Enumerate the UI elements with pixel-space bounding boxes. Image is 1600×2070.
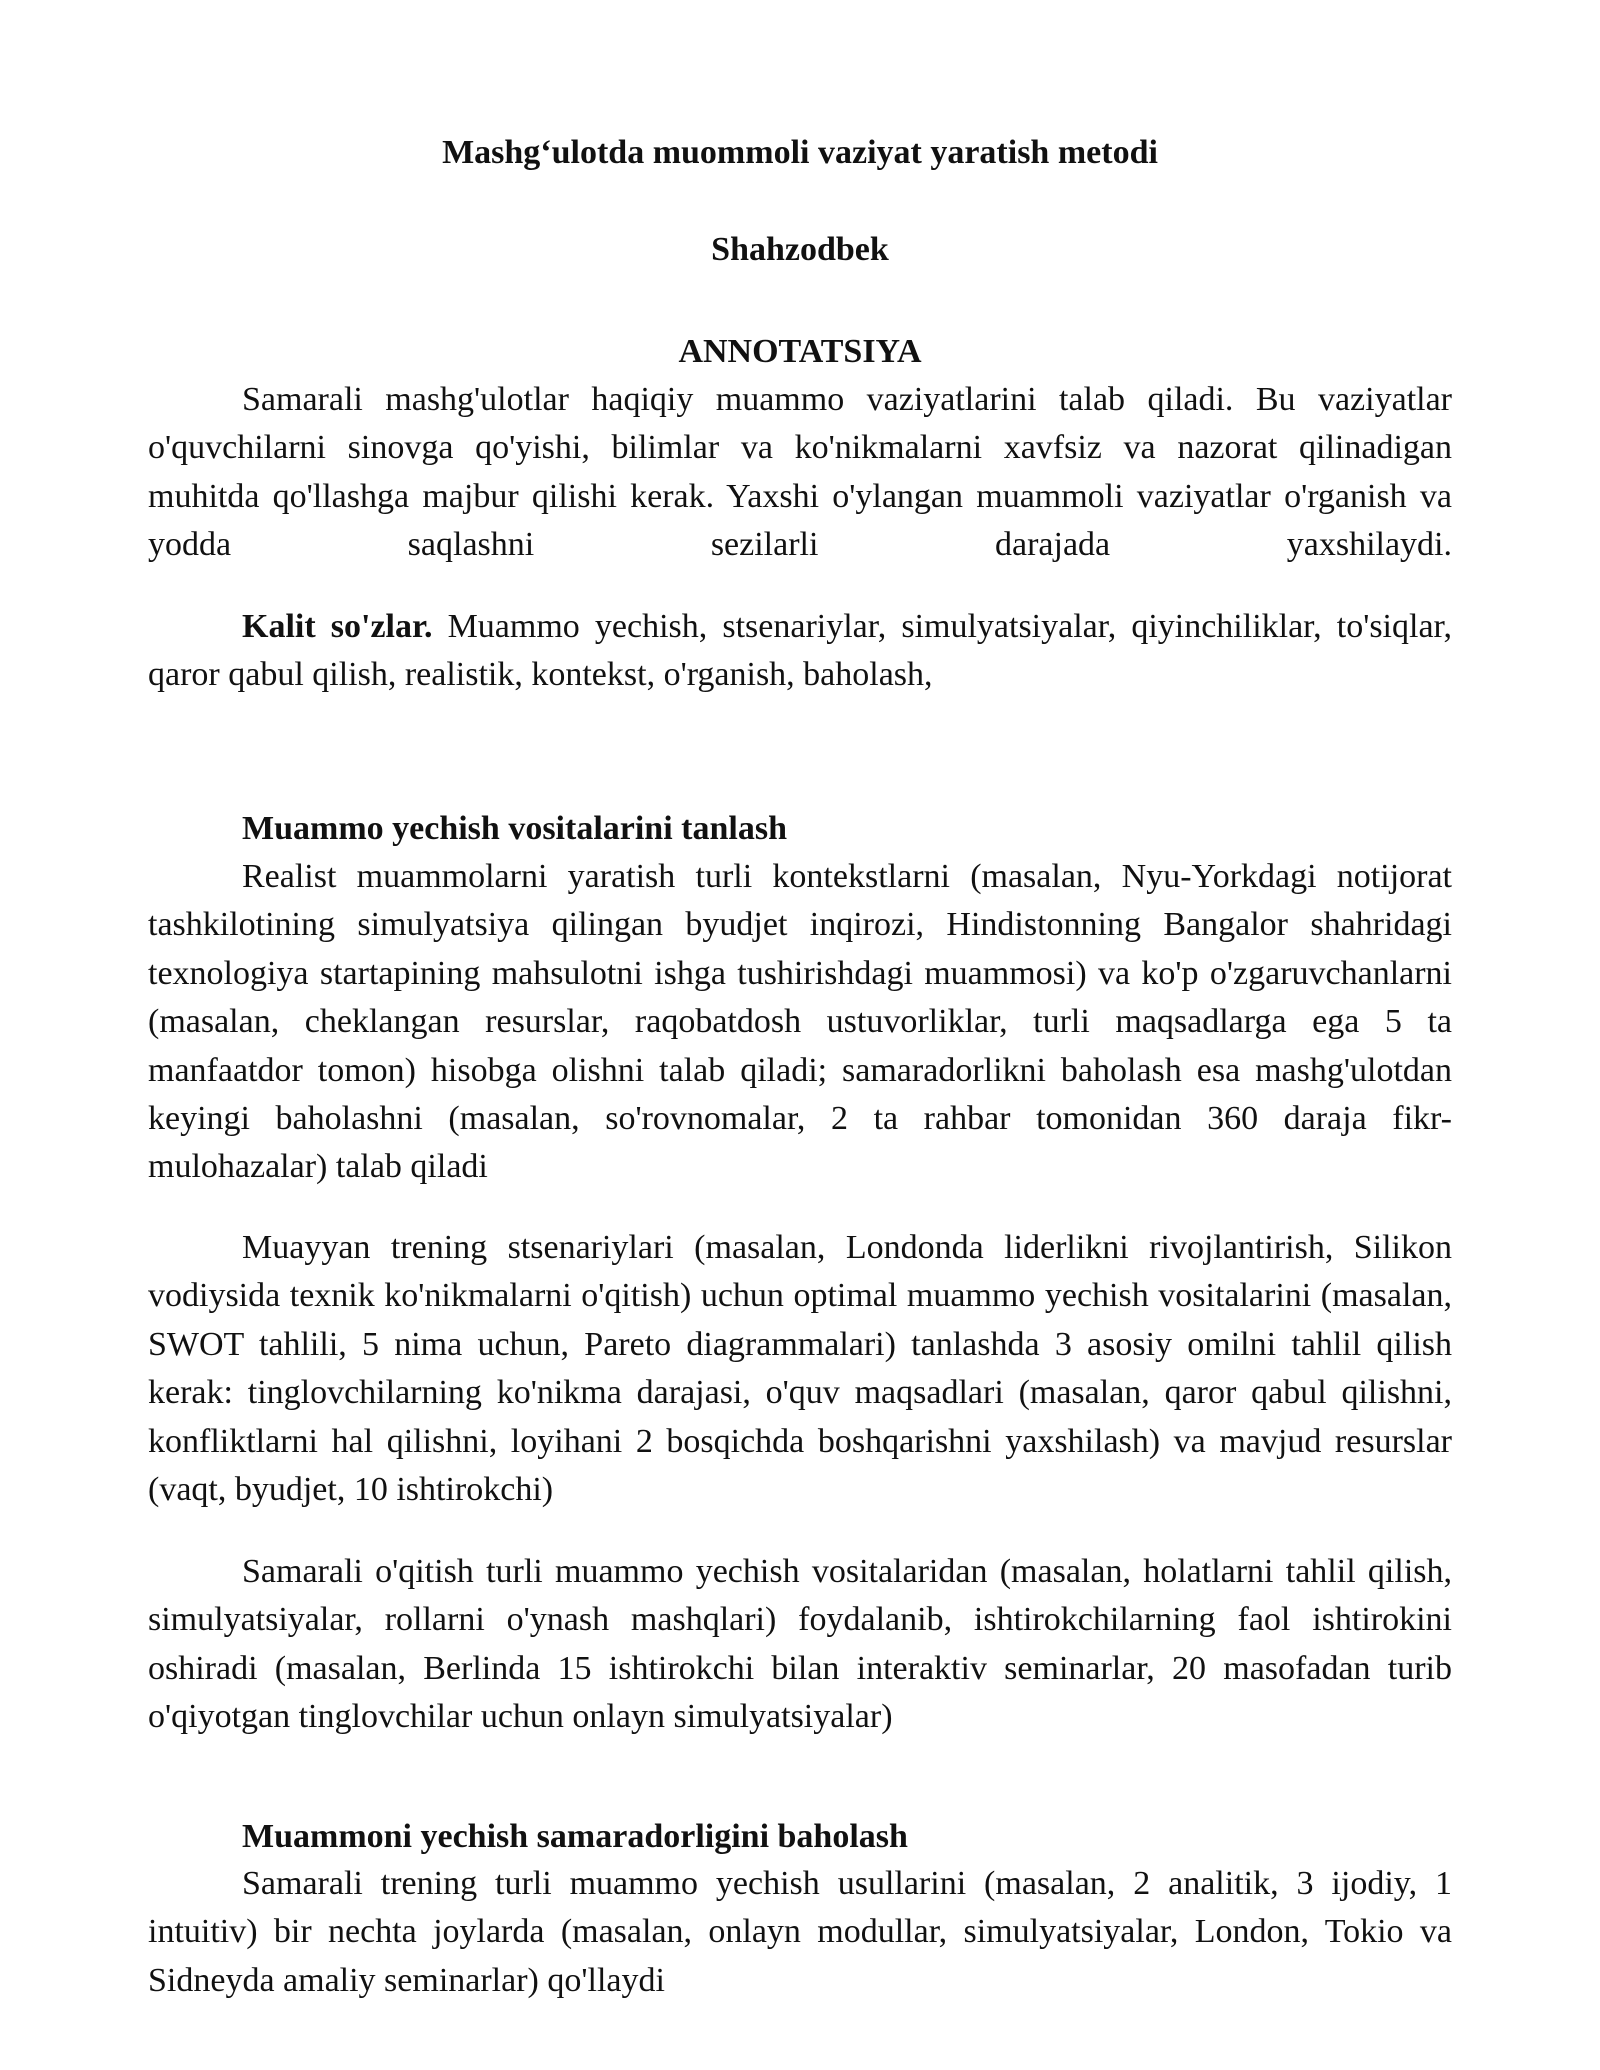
body-paragraph: Muayyan trening stsenariylari (masalan, Londonda liderlikni rivojlantirish, Silikon vodiysida texnik ko'nikmalarni o'qitish) uchun optimal muammo yechish vositalarini (masalan, SWOT tahlili, 5 nima uchun, Pareto diagrammalari) tanlashda 3 asosiy omilni tahlil qilish kerak: tinglovchilarning ko'nikma darajasi, o'quv maqsadlari (masalan, qaror qabul qilishni, konfliktlarni hal qilishni, loyihani 2 bosqichda boshqarishni yaxshilash) va mavjud resurslar (vaqt, byudjet, 10 ishtirokchi) bbox=[148, 1229, 1452, 1509]
document-author: Shahzodbek bbox=[711, 231, 889, 268]
annotation-paragraph: Samarali mashg'ulotlar haqiqiy muammo vaziyatlarini talab qiladi. Bu vaziyatlar o'quvchilarni sinovga qo'yishi, bilimlar va ko'nikmalarni xavfsiz va nazorat qilinadigan muhitda qo'llashga majbur qilishi kerak. Yaxshi o'ylangan muammoli vaziyatlar o'rganish va yodda saqlashni sezilarli darajada yaxshilaydi. bbox=[148, 381, 1452, 564]
keywords-text: Muammo yechish, stsenariylar, simulyatsiyalar, qiyinchiliklar, to'siqlar, qaror qabul qilish, realistik, kontekst, o'rganish, baholash, bbox=[148, 608, 1452, 694]
section-heading: Muammo yechish vositalarini tanlash bbox=[242, 810, 787, 847]
body-paragraph: Realist muammolarni yaratish turli kontekstlarni (masalan, Nyu-Yorkdagi notijorat tashkilotining simulyatsiya qilingan byudjet inqirozi, Hindistonning Bangalor shahridagi texnologiya startapining mahsulotni ishga tushirishdagi muammosi) va ko'p o'zgaruvchanlarni (masalan, cheklangan resurslar, raqobatdosh ustuvorliklar, turli maqsadlarga ega 5 ta manfaatdor tomon) hisobga olishni talab qiladi; samaradorlikni baholash esa mashg'ulotdan keyingi baholashni (masalan, so'rovnomalar, 2 ta rahbar tomonidan 360 daraja fikr-mulohazalar) talab qiladi bbox=[148, 858, 1452, 1186]
keywords-label: Kalit so'zlar. bbox=[242, 608, 433, 645]
body-paragraph: Samarali o'qitish turli muammo yechish vositalaridan (masalan, holatlarni tahlil qilish, simulyatsiyalar, rollarni o'ynash mashqlari) foydalanib, ishtirokchilarning faol ishtirokini oshiradi (masalan, Berlinda 15 ishtirokchi bilan interaktiv seminarlar, 20 masofadan turib o'qiyotgan tinglovchilar uchun onlayn simulyatsiyalar) bbox=[148, 1553, 1452, 1736]
keywords-paragraph bbox=[148, 603, 1452, 700]
annotation-heading: ANNOTATSIYA bbox=[678, 333, 922, 370]
body-paragraph: Samarali trening turli muammo yechish usullarini (masalan, 2 analitik, 3 ijodiy, 1 intuitiv) bir nechta joylarda (masalan, onlayn modullar, simulyatsiyalar, London, Tokio va Sidneyda amaliy seminarlar) qo'llaydi bbox=[148, 1865, 1452, 1999]
section-heading: Muammoni yechish samaradorligini baholash bbox=[242, 1818, 908, 1855]
document-title: Mashg‘ulotda muommoli vaziyat yaratish metodi bbox=[442, 134, 1158, 171]
